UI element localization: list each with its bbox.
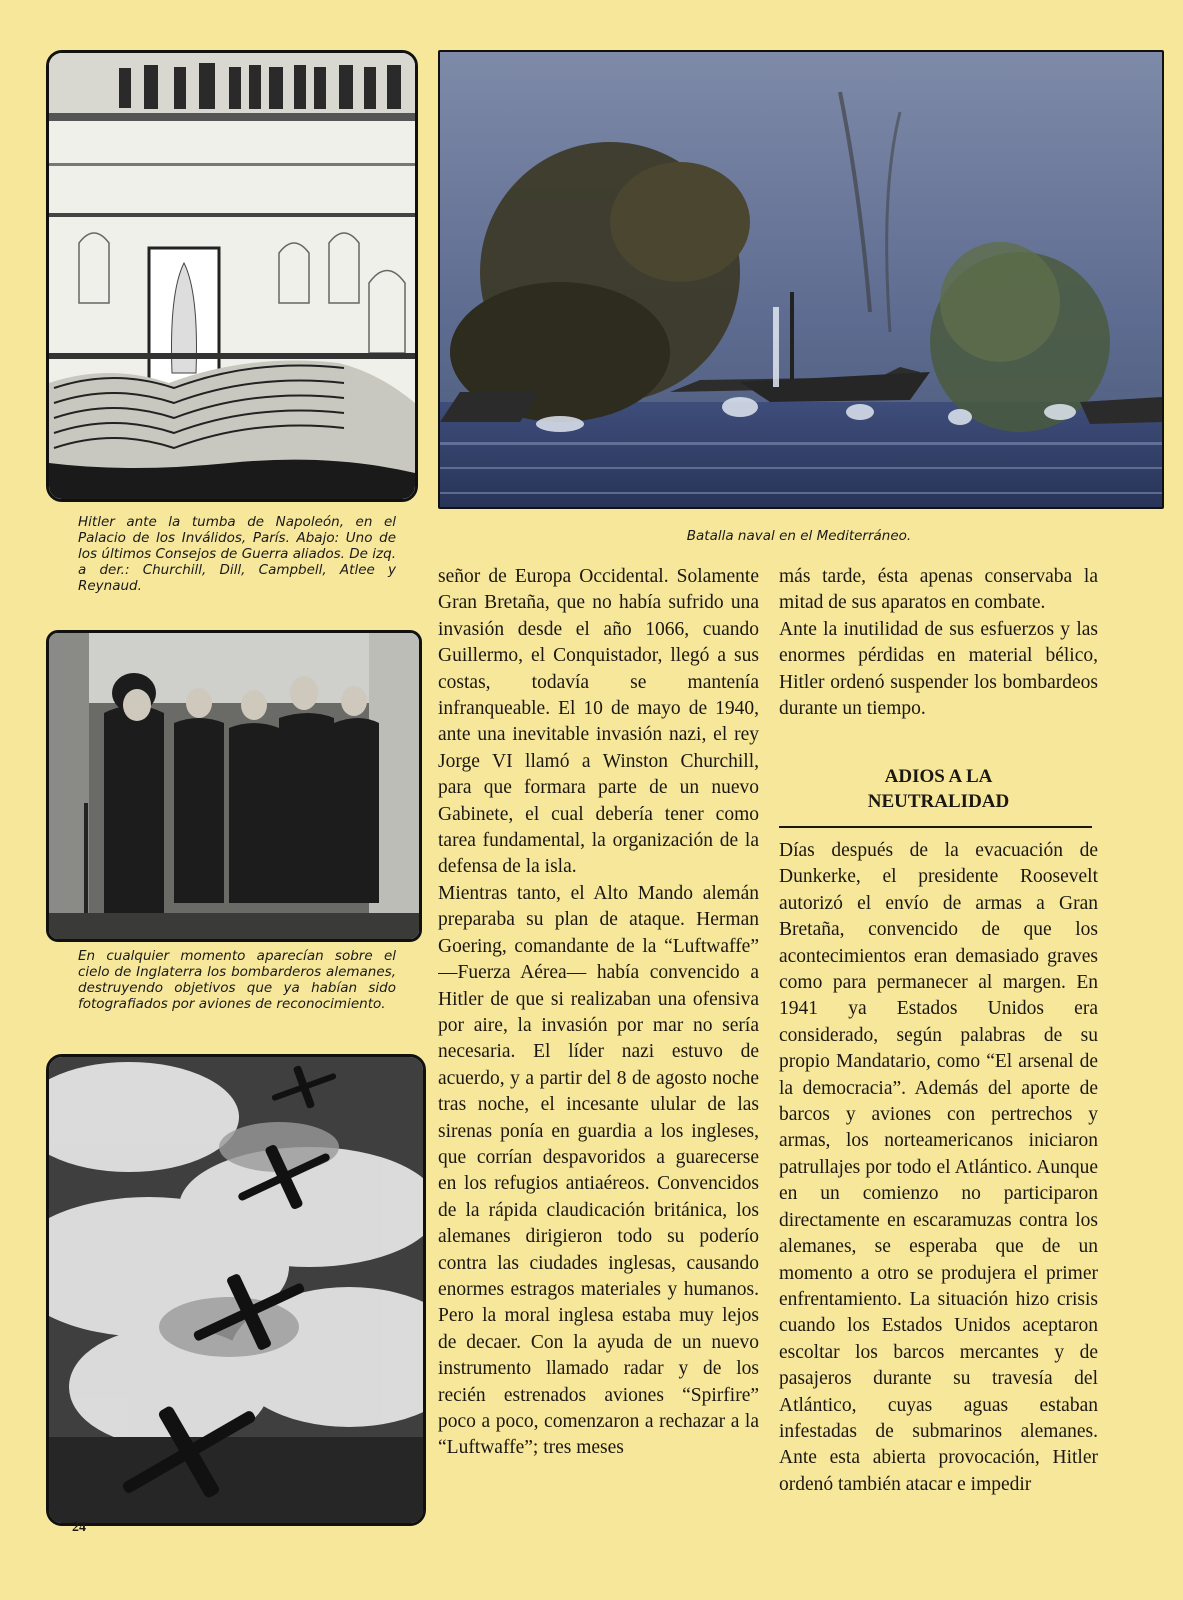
article-paragraph: Ante la inutilidad de sus esfuerzos y las enormes pérdidas en material bélico, Hitler ordenó suspender los bombardeos durante un tiempo. [779, 618, 1098, 720]
article-paragraph: señor de Europa Occidental. Solamente Gran Bretaña, que no había sufrido una invasión desde el año 1066, cuando Guillermo, el Conquistador, llegó a sus costas, todavía se mantenía infranqueable. El 10 de mayo de 1940, ante una inevitable invasión nazi, el rey Jorge VI llamó a Winston Churchill, para que formara parte de un nuevo Gabinete, el cual debería tener como tarea fundamental, la organización de la defensa de la isla. [438, 566, 759, 878]
photo-war-council [46, 630, 422, 942]
war-council-photo [49, 633, 419, 939]
photo-napoleon-tomb [46, 50, 418, 502]
naval-battle-painting [440, 52, 1162, 507]
page-number: 24 [72, 1520, 86, 1535]
caption-naval-battle: Batalla naval en el Mediterráneo. [686, 528, 912, 544]
article-paragraph: más tarde, ésta apenas conservaba la mitad de sus aparatos en combate. [779, 566, 1098, 614]
section-divider [779, 826, 1092, 828]
article-column-1 [438, 564, 759, 1536]
article-column-2-continued [779, 838, 1098, 1538]
article-paragraph: Mientras tanto, el Alto Mando alemán preparaba su plan de ataque. Herman Goering, comandante de la “Luftwaffe” —Fuerza Aérea— había convencido a Hitler de que si realizaban una ofensiva por aire, la invasión por mar no sería necesaria. El líder nazi estuvo de acuerdo, y a partir del 8 de agosto noche tras noche, el incesante ulular de las sirenas ponía en guardia a los ingleses, que corrían despavoridos a guarecerse en los refugios antiaéreos. Convencidos de la rápida claudicación británica, los alemanes dirigieron todo su poderío contra las ciudades inglesas, causando enormes estragos materiales y humanos. Pero la moral inglesa estaba muy lejos de decaer. Con la ayuda de un nuevo instrumento llamado radar y de los recién estrenados aviones “Spirfire” poco a poco, comenzaron a rechazar a la “Luftwaffe”; tres meses [438, 882, 759, 1459]
article-column-2 [779, 564, 1098, 776]
article-paragraph: Días después de la evacuación de Dunkerke, el presidente Roosevelt autorizó el envío de armas a Gran Bretaña, convencido de que los acontecimientos eran demasiado graves como para permanecer al margen. En 1941 ya Estados Unidos era considerado, según palabras de su propio Mandatario, como “El arsenal de la democracia”. Además del aporte de barcos y aviones con pertrechos y armas, los norteamericanos iniciaron patrullajes por todo el Atlántico. Aunque en un comienzo no participaron directamente en escaramuzas contra los alemanes, se esperaba que de un momento a otro se produjera el primer enfrentamiento. La situación hizo crisis cuando los Estados Unidos aceptaron escoltar los barcos mercantes y de pasajeros durante su travesía del Atlántico, cuyas aguas estaban infestadas de submarinos alemanes. Ante esta abierta provocación, Hitler ordenó también atacar e impedir [779, 840, 1098, 1495]
napoleon-tomb-illustration [49, 53, 415, 499]
section-title-line-1: ADIOS A LA [884, 766, 993, 787]
bombers-photo [49, 1057, 423, 1523]
photo-naval-battle [438, 50, 1164, 509]
section-title-line-2: NEUTRALIDAD [867, 791, 1010, 812]
photo-bombers [46, 1054, 426, 1526]
caption-bombers: En cualquier momento aparecían sobre el cielo de Inglaterra los bombarderos alemanes, destruyendo objetivos que ya habían sido fotografiados por aviones de reconocimiento. [78, 948, 396, 1012]
caption-napoleon: Hitler ante la tumba de Napoleón, en el Palacio de los Inválidos, París. Abajo: Uno de los últimos Consejos de Guerra aliados. De izq. a der.: Churchill, Dill, Campbell, Atlee y Reynaud. [78, 514, 396, 594]
section-title [779, 764, 1098, 814]
